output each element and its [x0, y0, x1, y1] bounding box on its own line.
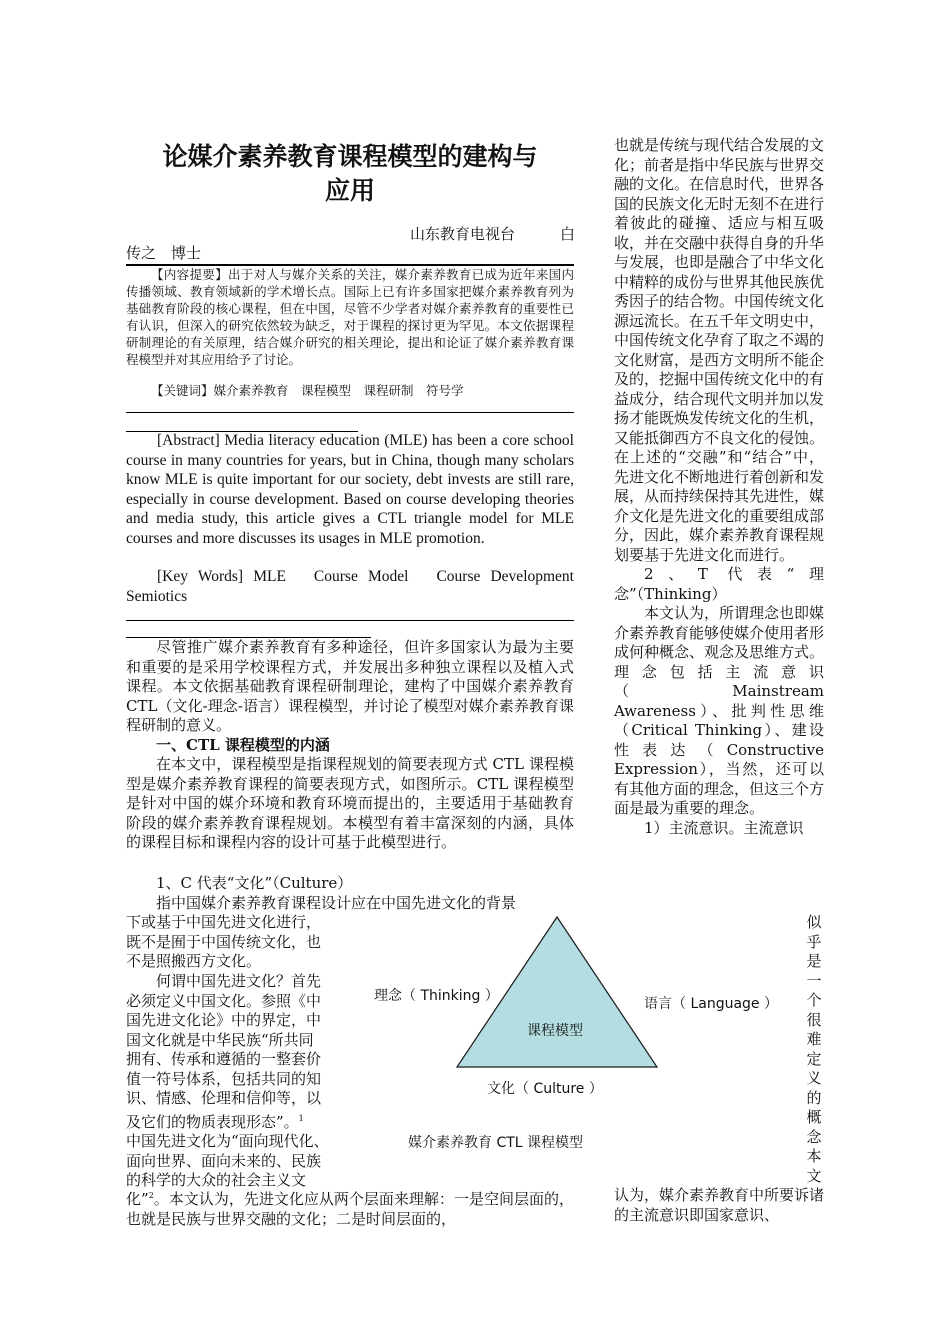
paragraph-2-first-line: 指中国媒介素养教育课程设计应在中国先进文化的背景: [156, 894, 517, 912]
text-fragment: 。本文认为，先进文化应从两个层面来理解：一是空间层面的，也就是民族与世界交融的文化；二是时间层面的，: [126, 1190, 574, 1228]
right-column-paragraph: 也就是传统与现代结合发展的文化；前者是指中华民族与世界交融的文化。在信息时代，世界各国的民族文化无时无刻不在进行着彼此的碰撞、适应与相互吸收，并在交融中获得自身的升华与发展，也即是融合了中华文化中精粹的成份与世界其他民族优秀因子的结合物。中国传统文化源远流长。在五千年文明史中，中国传统文化孕育了取之不竭的文化财富，是西方文明所不能企及的，挖掘中国传统文化中的有益成分，结合现代文明并加以发扬才能既焕发传统文化的生机，又能抵御西方不良文化的侵蚀。在上述的“交融”和“结合”中，先进文化不断地进行着创新和发展，从而持续保持其先进性，媒介文化是先进文化的重要组成部分，因此，媒介素养教育课程规划要基于先进文化而进行。: [614, 136, 825, 564]
author-name: 传之 博士: [126, 244, 202, 262]
title-line-2: 应用: [324, 176, 375, 205]
text-line: 国先进文化论》中的界定，中: [126, 1011, 322, 1029]
section-heading-1: 一、CTL 课程模型的内涵: [156, 736, 330, 754]
text-line: [126, 1109, 366, 1133]
text-line: 拥有、传承和遵循的一整套价: [126, 1050, 322, 1068]
right-column: [614, 136, 824, 838]
vertical-char: 概: [806, 1108, 822, 1126]
summary-cn: 【内容提要】出于对人与媒介关系的关注，媒介素养教育已成为近年来国内传播领域、教育领域新的学术增长点。国际上已有许多国家把媒介素养教育列为基础教育阶段的核心课程，但在中国，尽管不少学者对媒介素养教育的重要性已有认识，但深入的研究依然较为缺乏，对于课程的探讨更为罕见。本文依据课程研制理论的有关原理，结合媒介研究的相关理论，提出和论证了媒介素养教育课程模型并对其应用给予了讨论。: [126, 267, 574, 367]
text-fragment: 及它们的物质表现形态”。: [126, 1112, 299, 1131]
paragraph-5-end: 认为，媒介素养教育中所要诉诸的主流意识即国家意识、: [614, 1186, 825, 1224]
diagram-language-label: 语言（ Language ）: [644, 996, 778, 1012]
paragraph-3-end: [126, 1186, 574, 1229]
text-line: 国文化就是中华民族“所共同: [126, 1030, 314, 1049]
paragraph-4: 本文认为，所谓理念也即媒介素养教育能够使媒介使用者形成何种概念、观念及思维方式。理念包括主流意识（Mainstream Awareness）、批判性思维（Critical Thinking）、建设性表达（Constructive Expression），当然，还可以有其他方面的理念，但这三个方面是最为重要的理念。: [614, 604, 825, 817]
diagram-thinking-label: 理念（ Thinking ）: [374, 988, 499, 1004]
paragraph-3-wrapped: [126, 972, 366, 1191]
diagram-center-label: 课程模型: [527, 1023, 583, 1039]
vertical-char: 乎: [806, 932, 822, 951]
subheading-culture: 1、C 代表“文化”（Culture）: [156, 874, 353, 892]
text-line: 的科学的大众的社会主义文: [126, 1171, 307, 1189]
vertical-char: 文: [806, 1166, 822, 1185]
text-line: 下或基于中国先进文化进行，: [126, 913, 322, 931]
text-line: 中国先进文化为“面向现代化、: [126, 1132, 329, 1150]
abstract-en: [Abstract] Media literacy education (MLE) has been a core school course in many countries for years, but in China, though many scholars know MLE is quite important for our society, debt invests are still rare, especially in course development. Based on course developing theories and media study, this article gives a CTL triangle model for MLE courses and more discusses its usages in MLE promotion.: [126, 432, 574, 547]
subheading-thinking: 2、T 代表“理念”（Thinking）: [614, 565, 824, 603]
keywords-en: [Key Words] MLE Course Model Course Development Semiotics: [126, 568, 574, 605]
footnote-marker-2: 2: [148, 1191, 154, 1200]
vertical-char: 的: [806, 1088, 822, 1107]
paragraph-2-wrapped: [126, 913, 366, 972]
paragraph-5-start: 1）主流意识。主流意识: [644, 818, 804, 837]
diagram-culture-label: 文化（ Culture ）: [487, 1081, 603, 1097]
text-fragment: 化”: [126, 1190, 149, 1208]
author-affiliation: 山东教育电视台 白: [409, 225, 575, 243]
vertical-char: 是: [806, 952, 822, 970]
paragraph-1: 在本文中，课程模型是指课程规划的简要表现方式 CTL 课程模型是媒介素养教育课程的简要表现方式，如图所示。CTL 课程模型是针对中国的媒介环境和教育环境而提出的，主要适用于基础教育阶段的媒介素养教育课程规划。本模型有着丰富深刻的内涵，具体的课程目标和课程内容的设计可基于此模型进行。: [126, 755, 574, 851]
vertical-char: 难: [806, 1030, 822, 1048]
footnote-marker-1: 1: [298, 1113, 304, 1123]
vertical-char: 本: [806, 1147, 822, 1165]
vertical-char: 一: [806, 971, 822, 990]
text-line: 必须定义中国文化。参照《中: [126, 991, 322, 1010]
keywords-cn: 【关键词】媒介素养教育 课程模型 课程研制 符号学: [151, 383, 464, 398]
paper-title: [126, 140, 574, 208]
vertical-char: 定: [806, 1049, 822, 1068]
title-line-1: 论媒介素养教育课程模型的建构与: [162, 142, 538, 171]
vertical-char: 义: [806, 1069, 822, 1087]
text-line: 面向世界、面向未来的、民族: [126, 1151, 322, 1170]
vertical-char: 很: [806, 1010, 822, 1029]
intro-paragraph: 尽管推广媒介素养教育有多种途径，但许多国家认为最为主要和重要的是采用学校课程方式，并发展出多种独立课程以及植入式课程。本文依据基础教育课程研制理论，建构了中国媒介素养教育 CTL（文化-理念-语言）课程模型，并讨论了模型对媒介素养教育课程研制的意义。: [126, 638, 574, 734]
vertical-char: 个: [806, 991, 822, 1009]
vertical-char: 念: [806, 1127, 822, 1146]
divider-1: [126, 412, 574, 413]
text-line: 何谓中国先进文化？首先: [156, 972, 322, 990]
vertical-text-run: [805, 913, 823, 1186]
text-line: 识、情感、伦理和信仰等，以: [126, 1089, 322, 1107]
vertical-char: 似: [806, 913, 822, 931]
text-line: 值一符号体系，包括共同的知: [126, 1069, 322, 1088]
text-line: 既不是囿于中国传统文化，也: [126, 932, 322, 951]
divider-2: [126, 620, 574, 621]
diagram-caption: 媒介素养教育 CTL 课程模型: [408, 1135, 584, 1151]
text-line: 不是照搬西方文化。: [126, 952, 262, 970]
